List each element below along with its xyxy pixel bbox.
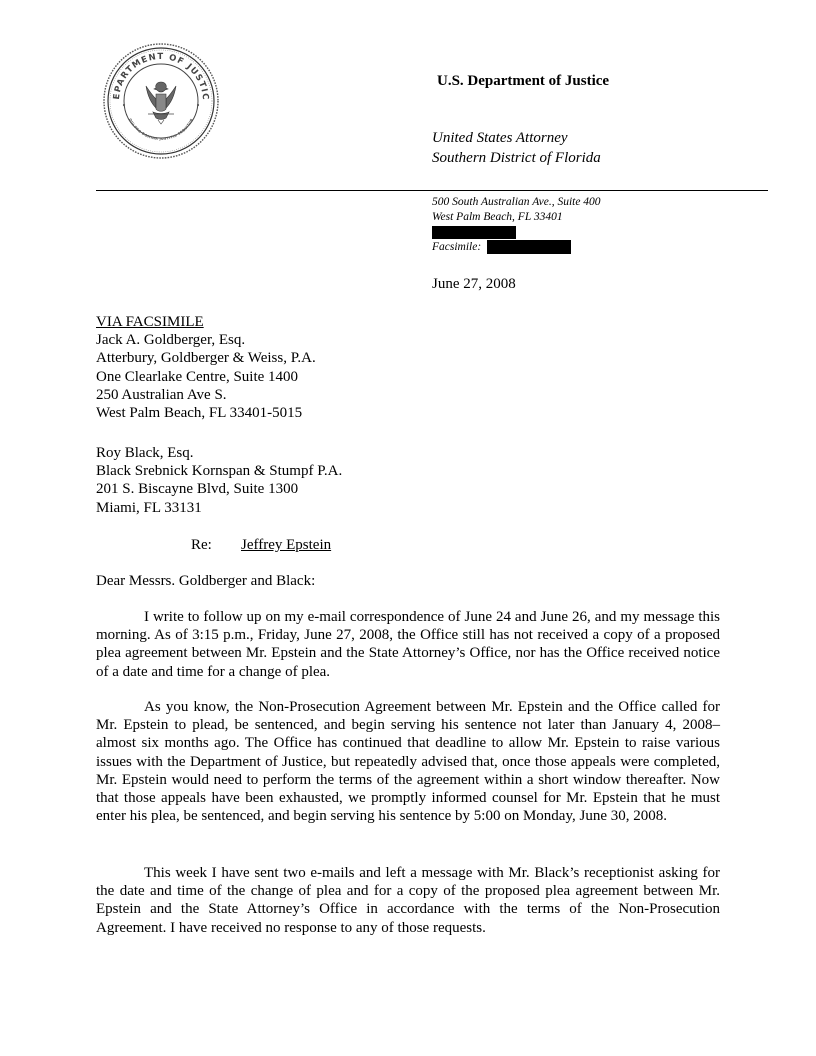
- recipient2-address: 201 S. Biscayne Blvd, Suite 1300: [96, 481, 299, 498]
- recipient1-name: Jack A. Goldberger, Esq.: [96, 332, 246, 349]
- recipient1-address-line2: 250 Australian Ave S.: [96, 386, 227, 403]
- office-address: [432, 195, 601, 255]
- recipient2-firm: Black Srebnick Kornspan & Stumpf P.A.: [96, 463, 343, 480]
- phone-line: [432, 225, 601, 240]
- doj-seal: [102, 42, 220, 160]
- salutation: Dear Messrs. Goldberger and Black:: [96, 573, 316, 589]
- address-city: West Palm Beach, FL 33401: [432, 211, 563, 223]
- recipient1-firm: Atterbury, Goldberger & Weiss, P.A.: [96, 350, 316, 367]
- body-paragraph-1: I write to follow up on my e-mail correspondence of June 24 and June 26, and my message this morning. As of 3:15 p.m., Friday, June 27, 2008, the Office still has not received a copy of a proposed plea agreement between Mr. Epstein and the State Attorney’s Office, nor has the Office received notice of a date and time for a change of plea.: [96, 609, 720, 680]
- recipient1-address-line1: One Clearlake Centre, Suite 1400: [96, 368, 299, 385]
- seal-motto-text: QUI PRO DOMINA JUSTITIA SEQUITUR: [128, 117, 194, 142]
- address-street: 500 South Australian Ave., Suite 400: [432, 196, 601, 208]
- recipient-block-1: [96, 313, 316, 422]
- doj-seal-graphic: [102, 42, 220, 160]
- recipient1-city: West Palm Beach, FL 33401-5015: [96, 405, 303, 422]
- recipient-block-2: [96, 444, 342, 517]
- redaction-bar-fax: [487, 240, 571, 254]
- body-paragraph-3: This week I have sent two e-mails and left a message with Mr. Black’s receptionist asking for the date and time of the change of plea and for a copy of the proposed plea agreement between Mr. Epstein and the State Attorney’s Office in accordance with the terms of the Non-Prosecution Agreement. I have received no response to any of those requests.: [96, 865, 720, 936]
- body-paragraph-2: As you know, the Non-Prosecution Agreement between Mr. Epstein and the Office called for Mr. Epstein to plead, be sentenced, and begin serving his sentence not later than January 4, 2008–almost six months ago. The Office has continued that deadline to allow Mr. Epstein to raise various issues with the Department of Justice, but repeatedly advised that, once those appeals were completed, Mr. Epstein would need to perform the terms of the agreement within a short window thereafter. Now that those appeals have been exhausted, we promptly informed counsel for Mr. Epstein that he must enter his plea, be sentenced, and begin serving his sentence by 5:00 on Monday, June 30, 2008.: [96, 699, 720, 825]
- redaction-bar-phone: [432, 226, 516, 239]
- eagle-emblem: [146, 82, 176, 124]
- svg-text:DEPARTMENT OF JUSTICE: [102, 42, 210, 101]
- re-subject: Jeffrey Epstein: [241, 537, 332, 553]
- office-block: [432, 128, 601, 168]
- office-title: United States Attorney: [432, 130, 568, 146]
- delivery-method: VIA FACSIMILE: [96, 314, 204, 330]
- agency-name: U.S. Department of Justice: [437, 73, 610, 89]
- office-district: Southern District of Florida: [432, 150, 601, 166]
- seal-ring-text: EPARTMENT OF JUSTIC: [111, 51, 211, 102]
- facsimile-line: [432, 240, 601, 255]
- svg-text:QUI PRO DOMINA JUSTITIA SEQUIT: [128, 118, 194, 141]
- letterhead-divider: [96, 190, 768, 191]
- re-label: Re:: [191, 537, 212, 553]
- recipient2-name: Roy Black, Esq.: [96, 445, 194, 461]
- recipient2-city: Miami, FL 33131: [96, 499, 202, 516]
- facsimile-label: Facsimile:: [432, 241, 482, 253]
- letter-date: June 27, 2008: [432, 276, 516, 292]
